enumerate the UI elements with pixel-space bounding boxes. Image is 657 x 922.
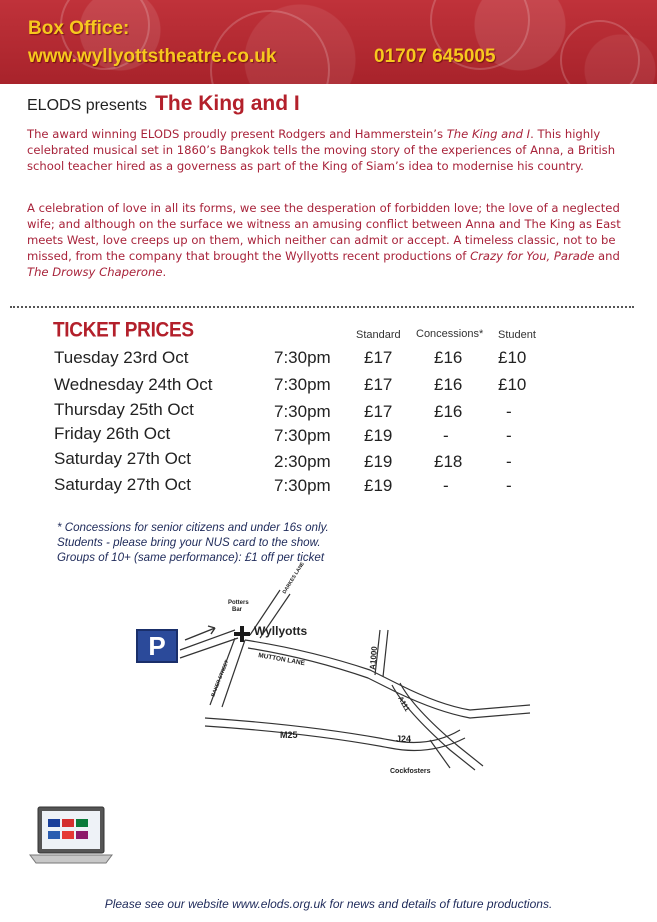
presents-label: ELODS presents: [27, 97, 148, 114]
performance-day: Tuesday 23rd Oct: [54, 348, 189, 367]
box-office-banner: [0, 0, 657, 84]
performance-day: Saturday 27th Oct: [54, 449, 192, 468]
show-title: The King and I: [155, 92, 300, 115]
price-standard: £19: [364, 426, 393, 445]
card-maestro-icon: [62, 831, 74, 839]
performance-time: 7:30pm: [274, 402, 331, 421]
a111-road: [400, 683, 483, 766]
map-label-j24: J24: [396, 734, 412, 744]
description-text: and: [594, 249, 620, 263]
production-names-italic: Crazy for You, Parade: [470, 249, 595, 263]
show-name-italic: The King and I: [446, 127, 531, 141]
price-standard: £17: [364, 348, 393, 367]
map-label-wyllyotts: Wyllyotts: [254, 624, 308, 638]
ticket-notes: [57, 520, 329, 565]
production-name-italic: The Drowsy Chaperone: [27, 265, 163, 279]
wyllyotts-marker-icon: [234, 626, 250, 642]
column-header-concessions: Concessions*: [416, 328, 484, 340]
performance-time: 7:30pm: [274, 348, 331, 367]
price-concessions: £18: [434, 452, 463, 471]
card-visa-icon: [48, 819, 60, 827]
price-student: -: [506, 426, 512, 445]
ticket-row: [0, 400, 657, 424]
description-paragraph-2: [27, 200, 627, 280]
price-standard: £17: [364, 402, 393, 421]
parking-arrow: [185, 628, 215, 640]
ticket-row: [0, 424, 657, 448]
price-concessions: -: [443, 426, 449, 445]
performance-time: 7:30pm: [274, 375, 331, 394]
map-label-potters-bar: Bar: [232, 607, 243, 613]
ticket-row: [0, 375, 657, 399]
price-concessions: £16: [434, 402, 463, 421]
laptop-payment-cards-icon: [30, 805, 112, 869]
performance-time: 7:30pm: [274, 426, 331, 445]
price-standard: £19: [364, 476, 393, 495]
footer-note: Please see our website www.elods.org.uk for news and details of future productions.: [104, 897, 553, 911]
price-student: -: [506, 452, 512, 471]
theatre-website-link[interactable]: www.wyllyottstheatre.co.uk: [28, 46, 277, 67]
map-label-a111: A111: [396, 695, 411, 713]
ticket-row: [0, 348, 657, 372]
price-standard: £17: [364, 375, 393, 394]
access-road: [180, 638, 238, 658]
map-label-a1000: A1000: [368, 645, 380, 671]
performance-day: Thursday 25th Oct: [54, 400, 194, 419]
concessions-note: * Concessions for senior citizens and under 16s only.: [57, 521, 329, 534]
performance-day: Friday 26th Oct: [54, 424, 171, 443]
performance-time: 7:30pm: [274, 476, 331, 495]
map-label-m25: M25: [280, 730, 298, 740]
access-road: [180, 630, 235, 650]
description-text: . This highly celebrated musical set in 1860’s Bangkok tells the moving story of the experiences of Anna, a British school teacher hired as a governess as part of the King of Siam’s idea to modernise his country.: [27, 127, 616, 173]
groups-note: Groups of 10+ (same performance): £1 off per ticket: [57, 551, 325, 564]
map-label-cockfosters: Cockfosters: [390, 768, 431, 775]
card-icon: [76, 819, 88, 827]
performance-time: 2:30pm: [274, 452, 331, 471]
map-label-mutton-lane: MUTTON LANE: [257, 652, 306, 668]
box-office-phone: 01707 645005: [374, 46, 496, 67]
performance-day: Wednesday 24th Oct: [54, 375, 213, 394]
parking-icon: P: [136, 629, 178, 663]
location-map: [130, 561, 530, 790]
map-label-darkes-lane: DARKES LANE: [281, 561, 306, 596]
map-label-baker-street: BAKER STREET: [210, 659, 231, 698]
price-concessions: £16: [434, 375, 463, 394]
column-header-student: Student: [498, 329, 536, 341]
cockfosters-road: [430, 740, 450, 768]
description-text: .: [162, 265, 167, 279]
performance-day: Saturday 27th Oct: [54, 475, 192, 494]
price-student: -: [506, 476, 512, 495]
ticket-row: [0, 475, 657, 499]
laptop-screen: [42, 811, 100, 849]
page-title: [27, 92, 300, 116]
ticket-prices-heading: TICKET PRICES: [53, 318, 194, 342]
m25-road: [205, 726, 465, 750]
decorative-swirl: [560, 20, 640, 100]
a1000-road: [383, 630, 388, 677]
laptop-base: [30, 855, 112, 863]
box-office-label: Box Office:: [28, 18, 130, 39]
description-text: A celebration of love in all its forms, we see the desperation of forbidden love; the love of a neglected wife; and although on the surface we witness an amusing conflict between Anna and The King as East meets West, love creeps up on them, which neither can admit or accept. A timeless classic, not to be missed, from the company that brought the Wyllyotts recent productions of: [27, 201, 621, 263]
description-paragraph-1: [27, 126, 627, 174]
description-text: The award winning ELODS proudly present Rodgers and Hammerstein’s: [27, 127, 447, 141]
card-icon: [76, 831, 88, 839]
price-student: £10: [498, 348, 527, 367]
price-student: £10: [498, 375, 527, 394]
card-icon: [48, 831, 60, 839]
ticket-row: [0, 449, 657, 473]
map-label-potters-bar: Potters: [228, 600, 249, 606]
mutton-lane-road: [245, 640, 530, 710]
price-standard: £19: [364, 452, 393, 471]
price-student: -: [506, 402, 512, 421]
price-concessions: -: [443, 476, 449, 495]
card-mastercard-icon: [62, 819, 74, 827]
section-divider: [10, 306, 634, 308]
price-concessions: £16: [434, 348, 463, 367]
students-note: Students - please bring your NUS card to the show.: [57, 536, 321, 549]
column-header-standard: Standard: [356, 329, 401, 341]
